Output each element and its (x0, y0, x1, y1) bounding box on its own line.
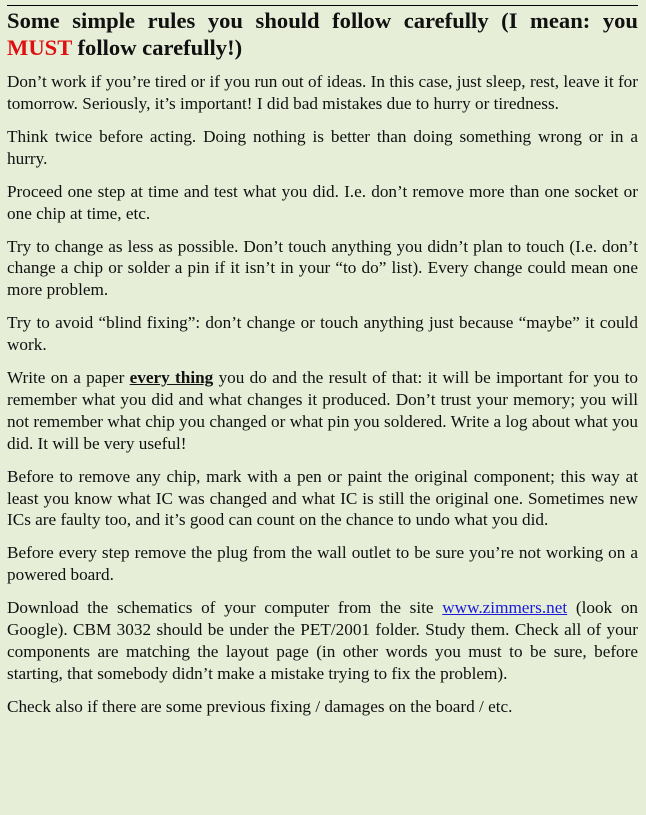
paragraph-mark-chip: Before to remove any chip, mark with a pen or paint the original component; this way at least you know what IC was changed and what IC is still the original one. Sometimes new ICs are faulty too, and it’s good can count on the chance to undo what you did. (7, 466, 638, 530)
schematics-text-end: (look on Google). CBM 3032 should be under the PET/2001 folder. Study them. Check all of your components are matching the layout page (in other words you must to be sure, before starting, that somebody didn’t make a mistake trying to fix the problem). (7, 598, 639, 683)
paragraph-unplug: Before every step remove the plug from the wall outlet to be sure you’re not working on a powered board. (7, 543, 638, 585)
paragraph-change-less: Try to change as less as possible. Don’t touch anything you didn’t plan to touch (I.e. don’t change a chip or solder a pin if it isn’t in your “to do” list). Every change could mean one more problem. (7, 236, 638, 300)
paragraph-think-twice: Think twice before acting. Doing nothing is better than doing something wrong or in a hurry. (7, 126, 638, 168)
paragraph-write-log (7, 367, 638, 454)
paragraph-previous-fixing: Check also if there are some previous fixing / damages on the board / etc. (7, 696, 513, 716)
write-log-emphasis: every thing (129, 368, 214, 388)
schematics-text-start: Download the schematics of your computer from the site (7, 598, 443, 618)
paragraph-schematics (7, 597, 638, 684)
heading-text-start: Some simple rules you should follow carefully (I mean: you (7, 8, 638, 33)
paragraph-one-step: Proceed one step at time and test what you did. I.e. don’t remove more than one socket or one chip at time, etc. (7, 181, 638, 223)
paragraph-tiredness: Don’t work if you’re tired or if you run out of ideas. In this case, just sleep, rest, leave it for tomorrow. Seriously, it’s important! I did bad mistakes due to hurry or tiredness. (7, 72, 638, 113)
paragraph-blind-fixing: Try to avoid “blind fixing”: don’t change or touch anything just because “maybe” it could work. (7, 313, 638, 355)
top-divider (7, 5, 638, 6)
write-log-text-start: Write on a paper (7, 368, 130, 388)
heading-emphasis: MUST (7, 35, 72, 60)
section-heading (7, 7, 638, 61)
heading-text-end: follow carefully!) (71, 35, 243, 60)
zimmers-link[interactable]: www.zimmers.net (442, 598, 568, 618)
write-log-text-end: you do and the result of that: it will be important for you to remember what you did and what changes it produced. Don’t trust your memory; you will not remember what chip you changed or what pin you soldered. Write a log about what you did. It will be very useful! (7, 368, 638, 453)
